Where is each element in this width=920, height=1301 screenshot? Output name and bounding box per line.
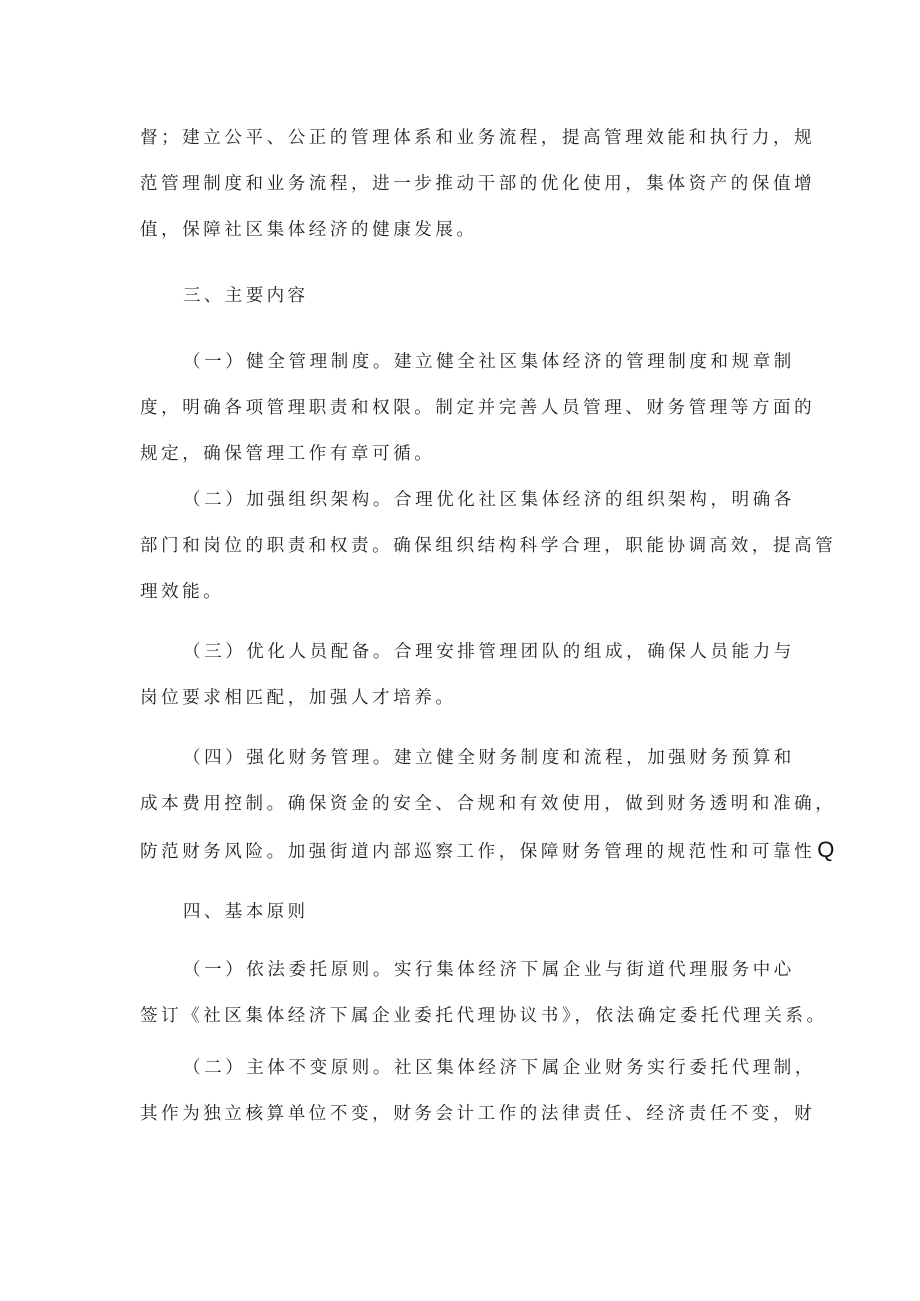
- paragraph-line: 部门和岗位的职责和权责。确保组织结构科学合理，职能协调高效，提高管: [140, 536, 837, 556]
- paragraph-line-text: 防范财务风险。加强街道内部巡察工作，保障财务管理的规范性和可靠性: [140, 842, 816, 862]
- stray-glyph: Q: [817, 837, 835, 862]
- paragraph-line: 值，保障社区集体经济的健康发展。: [140, 220, 478, 240]
- paragraph-line: 岗位要求相匹配，加强人才培养。: [140, 688, 457, 708]
- paragraph-line: 督；建立公平、公正的管理体系和业务流程，提高管理效能和执行力，规: [140, 128, 816, 148]
- paragraph-line: 成本费用控制。确保资金的安全、合规和有效使用，做到财务透明和准确，: [140, 794, 837, 814]
- paragraph-line: [140, 838, 834, 862]
- paragraph-line: （一）健全管理制度。建立健全社区集体经济的管理制度和规章制: [183, 352, 795, 372]
- paragraph-line: 范管理制度和业务流程，进一步推动干部的优化使用，集体资产的保值增: [140, 174, 816, 194]
- paragraph-line: （二）主体不变原则。社区集体经济下属企业财务实行委托代理制，: [183, 1058, 816, 1078]
- section-heading-main-content: 三、主要内容: [183, 286, 309, 306]
- paragraph-line: （三）优化人员配备。合理安排管理团队的组成，确保人员能力与: [183, 642, 795, 662]
- paragraph-line: 理效能。: [140, 582, 225, 602]
- paragraph-line: 其作为独立核算单位不变，财务会计工作的法律责任、经济责任不变，财: [140, 1104, 816, 1124]
- paragraph-line: （一）依法委托原则。实行集体经济下属企业与街道代理服务中心: [183, 960, 795, 980]
- paragraph-line: （四）强化财务管理。建立健全财务制度和流程，加强财务预算和: [183, 748, 795, 768]
- paragraph-line: 签订《社区集体经济下属企业委托代理协议书》，依法确定委托代理关系。: [140, 1006, 828, 1026]
- paragraph-line: 规定，确保管理工作有章可循。: [140, 444, 436, 464]
- paragraph-line: （二）加强组织架构。合理优化社区集体经济的组织架构，明确各: [183, 490, 795, 510]
- paragraph-line: 度，明确各项管理职责和权限。制定并完善人员管理、财务管理等方面的: [140, 398, 816, 418]
- section-heading-basic-principles: 四、基本原则: [183, 902, 309, 922]
